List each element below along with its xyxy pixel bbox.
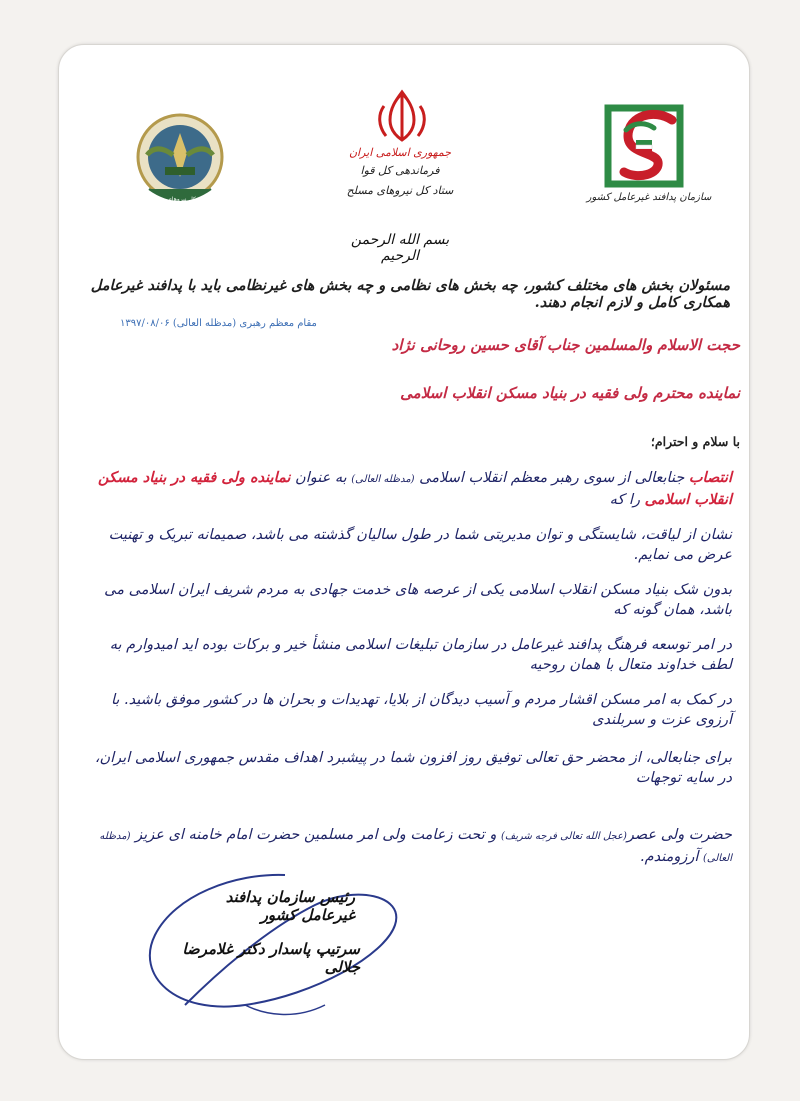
greeting: با سلام و احترام؛ <box>650 434 740 449</box>
honorific: (مدظله العالی) <box>99 831 732 864</box>
addressee-name: حجت الاسلام والمسلمین جناب آقای حسین روحانی نژاد <box>391 336 740 354</box>
body-text: آرزومندم. <box>640 849 704 865</box>
leader-quote: مسئولان بخش های مختلف کشور، چه بخش های نظامی و چه بخش های غیرنظامی باید با پدافند غیرعامل همکاری کامل و لازم انجام دهند. <box>90 277 730 311</box>
body-line-5: در کمک به امر مسکن اقشار مردم و آسیب دیدگان از بلایا، تهدیدات و بحران ها در کشور موفق باشید. با آرزوی عزت و سربلندی <box>110 692 732 728</box>
body-text: را که <box>609 492 645 508</box>
emblem-ribbon-text: ستاد کل نیروهای مسلح <box>150 196 210 203</box>
staff-title: ستاد کل نیروهای مسلح <box>346 184 454 197</box>
appointment-word: انتصاب <box>688 469 732 486</box>
body-line-2: نشان از لیاقت، شایستگی و توان مدیریتی شما در طول سالیان گذشته می باشد، صمیمانه تبریک و تهنیت عرض می نمایم. <box>108 527 732 563</box>
body-text: و تحت زعامت ولی امر مسلمین حضرت امام خامنه ای عزیز <box>130 827 501 843</box>
iran-emblem-icon <box>370 88 434 144</box>
addressee-position: نماینده محترم ولی فقیه در بنیاد مسکن انقلاب اسلامی <box>400 384 740 402</box>
body-line-4: در امر توسعه فرهنگ پدافند غیرعامل در سازمان تبلیغات اسلامی منشأ خیر و برکات بوده اید امیدوارم به لطف خداوند متعال با همان روحیه <box>109 637 732 673</box>
signatory-name: سرتیپ پاسدار دکتر غلامرضا جلالی <box>182 940 360 976</box>
body-line-6: برای جنابعالی، از محضر حق تعالی توفیق روز افزون شما در پیشبرد اهداف مقدس جمهوری اسلامی ایران، در سایه توجهات <box>94 750 732 786</box>
organization-name: سازمان پدافند غیرعامل کشور <box>586 192 712 203</box>
body-line-3: بدون شک بنیاد مسکن انقلاب اسلامی یکی از عرصه های خدمت جهادی به مردم شریف ایران اسلامی می باشد، همان گونه که <box>104 582 732 618</box>
position-highlight: نماینده ولی فقیه در بنیاد مسکن انقلاب اسلامی <box>97 469 732 508</box>
body-text: جنابعالی از سوی رهبر معظم انقلاب اسلامی <box>414 470 689 486</box>
signatory-title: رئیس سازمان پدافند غیرعامل کشور <box>225 888 355 924</box>
body-text: به عنوان <box>290 470 352 486</box>
body-line-1 <box>78 468 732 510</box>
armed-forces-emblem-icon <box>125 105 235 215</box>
country-title: جمهوری اسلامی ایران <box>348 146 452 159</box>
command-title: فرماندهی کل قوا <box>360 164 440 177</box>
body-text: حضرت ولی عصر <box>626 827 732 843</box>
bismillah: بسم الله الرحمن الرحیم <box>350 232 450 264</box>
passive-defense-logo-icon <box>598 100 698 190</box>
honorific: (عجل الله تعالی فرجه شریف) <box>500 831 627 842</box>
quote-source: مقام معظم رهبری (مدظله العالی) ۱۳۹۷/۰۸/۰۶ <box>120 318 317 329</box>
honorific: (مدظله العالی) <box>351 474 415 485</box>
